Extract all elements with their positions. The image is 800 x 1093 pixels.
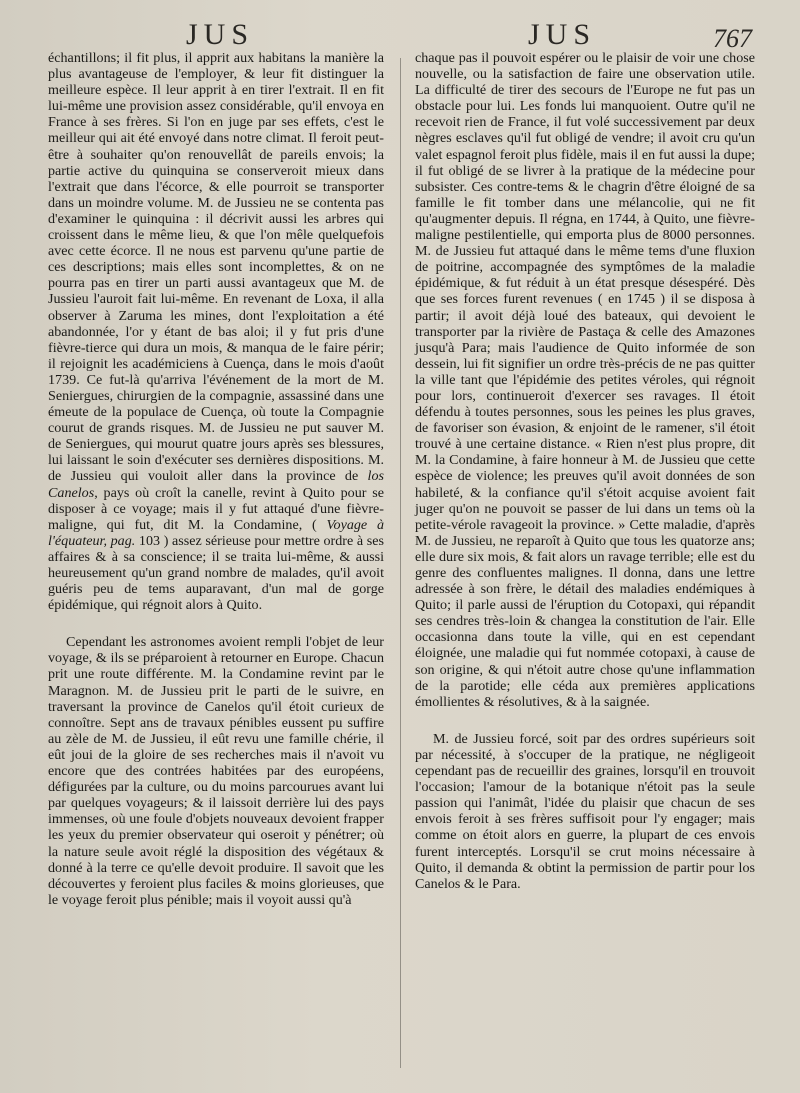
header-left-title: JUS (186, 18, 255, 51)
left-paragraph-1 (48, 50, 384, 613)
left-p1-italic-citation: Voyage à l'équateur, pag. (48, 516, 384, 549)
left-p1-text-c: 103 ) assez sérieuse pour mettre ordre à ses affaires & à sa conscience; il se traita lui-même, & aussi heureusement qu'un grand nombre de malades, qu'il avoit guéris peu de tems auparavant, d'un mal de gorge épidémique, qui régnoit alors à Quito. (48, 532, 384, 614)
column-divider (400, 58, 401, 1068)
right-paragraph-2: M. de Jussieu forcé, soit par des ordres supérieurs soit par nécessité, à s'occuper de la pratique, ne négligeoit cependant pas de recueillir des graines, lorsqu'il en trouvoit l'occasion; l'amour de la botanique n'étoit pas la seule passion qui l'animât, l'idée du plaisir que chacun de ses envois feroit à ses frères suffisoit pour l'y engager; mais comme on étoit alors en guerre, la plupart de ces envois furent interceptés. Lorsqu'il se crut moins nécessaire à Quito, il demanda & obtint la permission de partir pour los Canelos & le Para. (415, 730, 755, 892)
left-paragraph-2: Cependant les astronomes avoient rempli l'objet de leur voyage, & ils se préparoient à retourner en Europe. Chacun prit une route différente. M. la Condamine revint par le Maragnon. M. de Jussieu prit le parti de le suivre, en traversant la province de Canelos qu'il étoit curieux de connoître. Sept ans de travaux pénibles eussent pu suffire au zèle de M. de Jussieu, il eût revu une famille chérie, il eût joui de la gloire de ses recherches mais il n'avoit vu encore que des contrées habitées par des européens, défigurées par la culture, ou du moins parcourues avant lui par quelques voyageurs; & il laissoit derrière lui des pays immenses, où une foule d'objets nouveaux devoient frapper les yeux du premier observateur qui oseroit y pénétrer; où la nature seule avoit réglé la disposition des végétaux & donné à la terre ce qu'elle devoit produire. Il savoit que les découvertes y feroient plus faciles & moins glorieuses, que le voyage feroit plus pénible; mais il voyoit aussi qu'à (48, 634, 384, 908)
left-column (48, 50, 384, 908)
left-p1-text-a: échantillons; il fit plus, il apprit aux habitans la manière la plus avantageuse de l'employer, & leur fit distinguer la meilleure espèce. Il leur apprit à en tirer l'extrait. Il en fit lui-même une provision assez considérable, qu'il envoya en France à ses frères. Si l'on en juge par ses effets, c'est le meilleur qui ait été envoyé dans notre climat. Il feroit peut-être à souhaiter qu'on renouvellât de pareils envois; la partie active du quinquina se conserveroit mieux dans l'extrait que dans l'écorce, & elle pourroit se transporter dans un moindre volume. M. de Jussieu ne se contenta pas d'examiner le quinquina : il décrivit aussi les arbres qui croissent dans le même lieu, & que l'on mêle quelquefois avec cette écorce. Il ne nous est parvenu qu'une partie de ces descriptions; mais elles sont incomplettes, & on ne pourra pas en tirer un parti aussi avantageux que M. de Jussieu l'auroit fait lui-même. En revenant de Loxa, il alla observer à Zaruma les mines, dont l'exploitation a été abandonnée, l'or y étant de bas aloi; il y fut pris d'une fièvre-tierce qui dura un mois, & manqua de le faire périr; il rejoignit les académiciens à Cuença, dans le mois d'août 1739. Ce fut-là qu'arriva l'événement de la mort de M. Seniergues, chirurgien de la compagnie, assassiné dans une émeute de la populace de Cuença, où toute la Compagnie courut de grands risques. M. de Jussieu ne put sauver M. de Seniergues, qui mourut quatre jours après ses blessures, lui laissant le soin d'exécuter ses dernières dispositions. M. de Jussieu qui vouloit aller dans la province de (48, 50, 384, 485)
right-column (415, 50, 755, 892)
header-right-title: JUS (528, 18, 597, 51)
left-p1-italic-place: los Canelos (48, 468, 384, 501)
running-header (0, 10, 800, 53)
left-p1-text-b: , pays où croît la canelle, revint à Quito pour se disposer à ce voyage; mais il y fut attaqué d'une fièvre-maligne, qui fut, dit M. la Condamine, ( (48, 484, 384, 533)
right-paragraph-1: chaque pas il pouvoit espérer ou le plaisir de voir une chose nouvelle, ou la satisfaction de faire une observation utile. La difficulté de tirer des secours de l'Europe ne fut pas un obstacle pour lui. Les fonds lui manquoient. Outre qu'il ne recevoit rien de France, il fut volé successivement par deux nègres esclaves qu'il fut obligé de vendre; il avoit cru qu'un valet espagnol feroit plus fidèle, mais il en fut aussi la dupe; il fut obligé de se livrer à la pratique de la médecine pour subsister. Ces contre-tems & le chagrin d'être éloigné de sa famille le fit tomber dans une mélancolie, qui ne fit qu'augmenter depuis. Il régna, en 1744, à Quito, une fièvre-maligne pestilentielle, qui emporta plus de 8000 personnes. M. de Jussieu fut attaqué dans le même tems d'une fluxion de poitrine, accompagnée des symptômes de la maladie épidémique, & fut réduit à un état presque désespéré. Dès que ses forces furent revenues ( en 1745 ) il se disposa à partir; il avoit déjà loué des bateaux, qui devoient le transporter par la rivière de Pastaça & celle des Amazones jusqu'à Para; mais l'audience de Quito informée de son dessein, lui fit signifier un ordre très-précis de ne pas quitter la ville tant que l'épidémie des petites véroles, qui régnoit pour lors, continueroit d'exercer ses ravages. Il étoit défendu à toutes personnes, sous les peines les plus graves, de favoriser son évasion, & enjoint de le ramener, s'il étoit trouvé à une certaine distance. « Rien n'est plus propre, dit M. la Condamine, à faire honneur à M. de Jussieu que cette espèce de violence; les preuves qu'il avoit données de son habileté, & la confiance qu'il s'étoit acquise avoient fait juger qu'on ne pouvoit se passer de lui dans un tems où la petite-vérole ravageoit la province. » Cette maladie, d'après M. de Jussieu, ne reparoît à Quito que tous les quatorze ans; elle dure six mois, & fait alors un ravage terrible; elle est du genre des confluentes malignes. Il donna, dans une lettre adressée à son frère, le détail des maladies endémiques à Quito; il parle aussi de l'éruption du Cotopaxi, qui répandit ses cendres très-loin & changea la constitution de l'air. Elle occasionna dans toute la ville, qui en est cependant éloignée, une maladie qui fut nommée cotopaxi, à cause de son origine, & qui n'étoit autre chose qu'une inflammation de la parotide; elle céda aux premières applications émollientes & résolutives, & à la saignée. (415, 50, 755, 710)
page-number: 767 (713, 24, 752, 53)
